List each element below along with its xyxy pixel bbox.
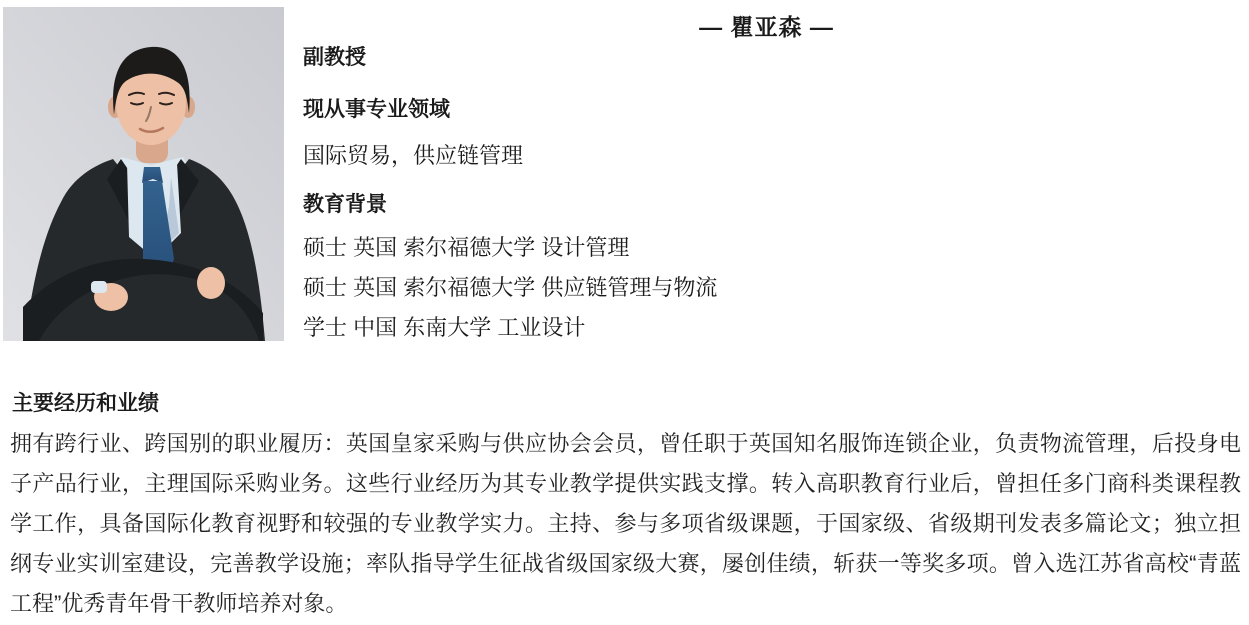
page-title: — 瞿亚森 — (699, 14, 834, 40)
field-value: 国际贸易，供应链管理 (303, 143, 524, 168)
portrait-illustration (3, 7, 284, 341)
education-item: 学士 中国 东南大学 工业设计 (303, 315, 586, 340)
field-heading: 现从事专业领域 (303, 98, 450, 121)
experience-heading: 主要经历和业绩 (12, 392, 159, 415)
shirt-cuff (91, 281, 107, 293)
experience-paragraph: 拥有跨行业、跨国别的职业履历：英国皇家采购与供应协会会员，曾任职于英国知名服饰连锁企业，负责物流管理，后投身电子产品行业，主理国际采购业务。这些行业经历为其专业教学提供实践支撑。转入高职教育行业后，曾担任多门商科类课程教学工作，具备国际化教育视野和较强的专业教学实力。主持、参与多项省级课题，于国家级、省级期刊发表多篇论文；独立担纲专业实训室建设，完善教学设施；率队指导学生征战省级国家级大赛，屡创佳绩，斩获一等奖多项。曾入选江苏省高校“青蓝工程”优秀青年骨干教师培养对象。 (10, 431, 1241, 616)
education-heading: 教育背景 (303, 193, 387, 216)
education-item: 硕士 英国 索尔福德大学 供应链管理与物流 (303, 275, 718, 300)
education-item: 硕士 英国 索尔福德大学 设计管理 (303, 235, 630, 260)
portrait-photo (3, 7, 284, 341)
job-title: 副教授 (303, 46, 366, 69)
hand-right (197, 267, 225, 299)
